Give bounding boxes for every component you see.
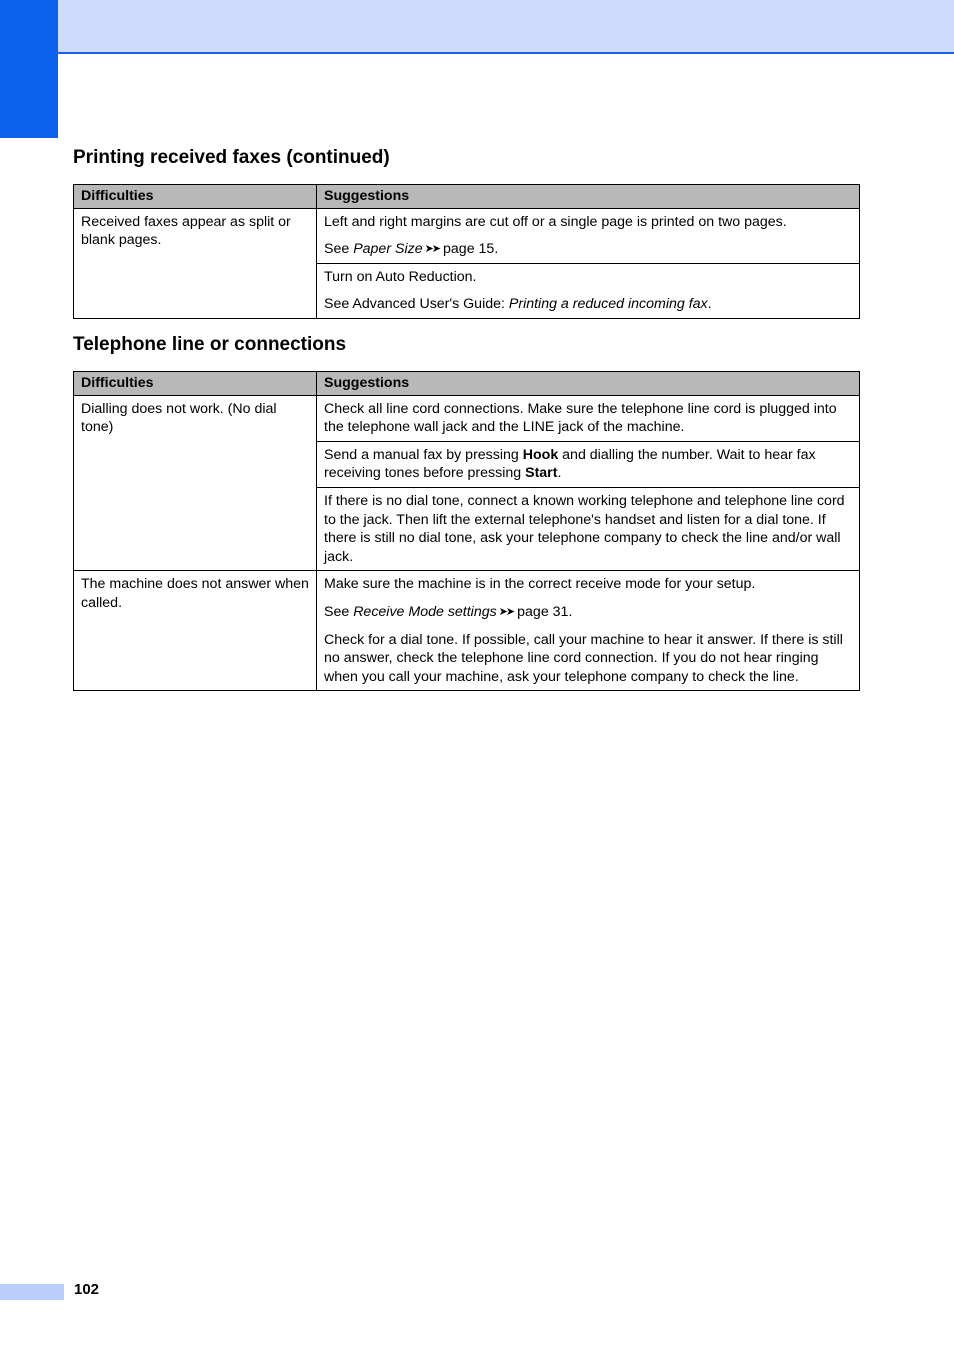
suggestion-cell [317,487,860,570]
table-row [74,395,860,441]
table-printing-faxes [73,184,860,319]
difficulty-cell: The machine does not answer when called. [74,571,317,691]
suggestion-text: Left and right margins are cut off or a single page is printed on two pages. [324,213,787,230]
see-label: See [324,603,354,620]
suggestion-cell [317,263,860,318]
suggestion-text: Turn on Auto Reduction. [324,268,477,285]
page-number: 102 [74,1281,100,1298]
table-telephone-line [73,371,860,691]
chapter-tab [0,0,58,138]
suggestion-cell [317,441,860,487]
reference-link[interactable]: Printing a reduced incoming fax [508,296,708,313]
start-key-label: Start [525,465,558,482]
table-header-row [74,185,860,209]
col-header-difficulties: Difficulties [74,372,317,396]
suggestion-text [324,446,852,483]
col-header-suggestions: Suggestions [317,185,860,209]
difficulty-cell: Dialling does not work. (No dial tone) [74,395,317,571]
header-band [58,0,954,54]
page-reference: page 15. [443,241,499,258]
table-row [74,208,860,263]
col-header-difficulties: Difficulties [74,185,317,209]
table-header-row [74,372,860,396]
text-fragment: and dialling the number. Wait to hear fax receiving tones before pressing [324,446,816,482]
see-label: See [324,241,354,258]
difficulty-cell: Received faxes appear as split or blank pages. [74,208,317,318]
double-arrow-icon: ➤➤ [424,243,440,256]
punctuation: . [707,296,712,313]
punctuation: . [557,465,562,482]
see-label: See Advanced User's Guide: [324,296,509,313]
suggestion-text: Check all line cord connections. Make sure the telephone line cord is plugged into the telephone wall jack and the LINE jack of the machine. [324,400,837,436]
double-arrow-icon: ➤➤ [498,605,514,618]
suggestion-cell [317,208,860,263]
col-header-suggestions: Suggestions [317,372,860,396]
suggestion-cell [317,395,860,441]
suggestion-cell [317,571,860,691]
cross-reference [324,240,852,259]
hook-key-label: Hook [522,446,559,463]
page-reference: page 31. [517,603,573,620]
reference-link[interactable]: Paper Size [353,241,423,258]
reference-link[interactable]: Receive Mode settings [353,603,497,620]
page-number-band [0,1284,64,1300]
suggestion-text: Check for a dial tone. If possible, call your machine to hear it answer. If there is still no answer, check the telephone line cord connection. If you do not hear ringing when you call your machine, ask your telephone company to check the line. [324,631,843,685]
cross-reference [324,603,852,622]
text-fragment: Send a manual fax by pressing [324,446,523,463]
suggestion-text: Make sure the machine is in the correct receive mode for your setup. [324,576,756,593]
section-title-telephone: Telephone line or connections [73,334,347,355]
table-row [74,571,860,691]
suggestion-text: If there is no dial tone, connect a known working telephone and telephone line cord to the jack. Then lift the external telephone's handset and listen for a dial tone. If there is still no dial tone, ask your telephone company to check the line and/or wall jack. [324,492,845,565]
section-title-printing: Printing received faxes (continued) [73,147,390,168]
cross-reference [324,295,852,314]
